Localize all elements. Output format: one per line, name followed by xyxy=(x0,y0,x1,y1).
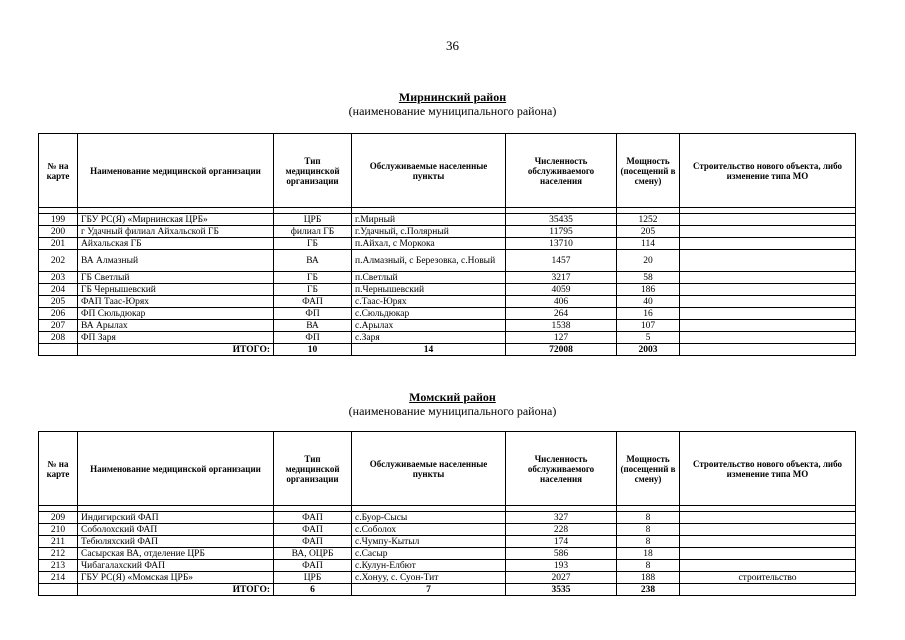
capacity-cell: 16 xyxy=(617,308,680,320)
org-type-cell: ГБ xyxy=(274,238,352,250)
table-row xyxy=(39,272,856,284)
table-row xyxy=(39,560,856,572)
settlements-cell: с.Кулун-Елбют xyxy=(352,560,506,572)
settlements-cell: п.Айхал, с Моркока xyxy=(352,238,506,250)
population-cell: 3217 xyxy=(506,272,617,284)
org-name-cell: ГБУ РС(Я) «Мирнинская ЦРБ» xyxy=(78,214,274,226)
construction-cell xyxy=(680,320,856,332)
header-num: № на карте xyxy=(39,432,78,506)
population-cell: 127 xyxy=(506,332,617,344)
table-row xyxy=(39,536,856,548)
capacity-cell: 186 xyxy=(617,284,680,296)
row-number-cell: 209 xyxy=(39,512,78,524)
total-settlements-cell: 14 xyxy=(352,344,506,356)
construction-cell xyxy=(680,226,856,238)
table-row xyxy=(39,308,856,320)
row-number-cell: 199 xyxy=(39,214,78,226)
capacity-cell: 205 xyxy=(617,226,680,238)
header-org: Наименование медицинской организации xyxy=(78,134,274,208)
district-table xyxy=(38,133,856,356)
settlements-cell: с.Чумпу-Кытыл xyxy=(352,536,506,548)
table-header-row xyxy=(39,134,856,208)
population-cell: 406 xyxy=(506,296,617,308)
row-number-cell: 203 xyxy=(39,272,78,284)
table-row xyxy=(39,214,856,226)
district-subtitle: (наименование муниципального района) xyxy=(348,104,557,118)
capacity-cell: 1252 xyxy=(617,214,680,226)
settlements-cell: п.Алмазный, с Березовка, с.Новый xyxy=(352,250,506,272)
district-subtitle: (наименование муниципального района) xyxy=(348,404,557,418)
org-name-cell: ФП Заря xyxy=(78,332,274,344)
population-cell: 193 xyxy=(506,560,617,572)
row-number-cell: 205 xyxy=(39,296,78,308)
org-name-cell: Тебюляхский ФАП xyxy=(78,536,274,548)
org-type-cell: ГБ xyxy=(274,272,352,284)
construction-cell xyxy=(680,536,856,548)
row-number-cell: 213 xyxy=(39,560,78,572)
capacity-cell: 20 xyxy=(617,250,680,272)
total-type-cell: 10 xyxy=(274,344,352,356)
page-number: 36 xyxy=(446,38,459,53)
org-type-cell: ФП xyxy=(274,308,352,320)
construction-cell xyxy=(680,308,856,320)
total-population-cell: 72008 xyxy=(506,344,617,356)
table-row xyxy=(39,512,856,524)
construction-cell: строительство xyxy=(680,572,856,584)
org-type-cell: ГБ xyxy=(274,284,352,296)
population-cell: 174 xyxy=(506,536,617,548)
table-row xyxy=(39,284,856,296)
construction-cell xyxy=(680,332,856,344)
total-label-cell: ИТОГО: xyxy=(78,584,274,596)
org-name-cell: Айхальская ГБ xyxy=(78,238,274,250)
empty-cell xyxy=(680,344,856,356)
org-name-cell: ФАП Таас-Юрях xyxy=(78,296,274,308)
capacity-cell: 188 xyxy=(617,572,680,584)
empty-cell xyxy=(680,584,856,596)
construction-cell xyxy=(680,560,856,572)
settlements-cell: с.Соболох xyxy=(352,524,506,536)
capacity-cell: 8 xyxy=(617,536,680,548)
capacity-cell: 40 xyxy=(617,296,680,308)
org-name-cell: Сасырская ВА, отделение ЦРБ xyxy=(78,548,274,560)
table-row xyxy=(39,250,856,272)
table-row xyxy=(39,238,856,250)
settlements-cell: г.Удачный, с.Полярный xyxy=(352,226,506,238)
population-cell: 228 xyxy=(506,524,617,536)
header-org: Наименование медицинской организации xyxy=(78,432,274,506)
empty-cell xyxy=(39,344,78,356)
org-type-cell: ВА xyxy=(274,320,352,332)
district-title: Мирнинский район xyxy=(398,90,507,104)
population-cell: 264 xyxy=(506,308,617,320)
district-title: Момский район xyxy=(409,390,496,404)
capacity-cell: 8 xyxy=(617,560,680,572)
org-name-cell: г Удачный филиал Айхальской ГБ xyxy=(78,226,274,238)
population-cell: 11795 xyxy=(506,226,617,238)
header-construction: Строительство нового объекта, либо изменение типа МО xyxy=(680,134,856,208)
construction-cell xyxy=(680,512,856,524)
population-cell: 35435 xyxy=(506,214,617,226)
capacity-cell: 8 xyxy=(617,512,680,524)
settlements-cell: с.Сюльдюкар xyxy=(352,308,506,320)
population-cell: 1538 xyxy=(506,320,617,332)
org-name-cell: ВА Алмазный xyxy=(78,250,274,272)
total-settlements-cell: 7 xyxy=(352,584,506,596)
capacity-cell: 58 xyxy=(617,272,680,284)
org-name-cell: Индигирский ФАП xyxy=(78,512,274,524)
row-number-cell: 211 xyxy=(39,536,78,548)
capacity-cell: 8 xyxy=(617,524,680,536)
org-name-cell: ВА Арылах xyxy=(78,320,274,332)
settlements-cell: с.Арылах xyxy=(352,320,506,332)
header-type: Тип медицинской организации xyxy=(274,432,352,506)
population-cell: 327 xyxy=(506,512,617,524)
total-type-cell: 6 xyxy=(274,584,352,596)
row-number-cell: 210 xyxy=(39,524,78,536)
empty-cell xyxy=(39,584,78,596)
settlements-cell: с.Буор-Сысы xyxy=(352,512,506,524)
org-name-cell: ГБУ РС(Я) «Момская ЦРБ» xyxy=(78,572,274,584)
construction-cell xyxy=(680,296,856,308)
header-settlements: Обслуживаемые населенные пункты xyxy=(352,432,506,506)
total-capacity-cell: 2003 xyxy=(617,344,680,356)
capacity-cell: 18 xyxy=(617,548,680,560)
table-body xyxy=(39,512,856,596)
construction-cell xyxy=(680,214,856,226)
table-row xyxy=(39,572,856,584)
header-type: Тип медицинской организации xyxy=(274,134,352,208)
org-type-cell: ФП xyxy=(274,332,352,344)
capacity-cell: 107 xyxy=(617,320,680,332)
row-number-cell: 206 xyxy=(39,308,78,320)
table-body xyxy=(39,214,856,356)
total-row xyxy=(39,344,856,356)
settlements-cell: п.Светлый xyxy=(352,272,506,284)
org-name-cell: ГБ Чернышевский xyxy=(78,284,274,296)
construction-cell xyxy=(680,548,856,560)
settlements-cell: с.Хонуу, с. Суон-Тит xyxy=(352,572,506,584)
header-num: № на карте xyxy=(39,134,78,208)
population-cell: 586 xyxy=(506,548,617,560)
construction-cell xyxy=(680,524,856,536)
settlements-cell: г.Мирный xyxy=(352,214,506,226)
org-type-cell: ВА xyxy=(274,250,352,272)
table-row xyxy=(39,332,856,344)
table-row xyxy=(39,548,856,560)
construction-cell xyxy=(680,238,856,250)
row-number-cell: 207 xyxy=(39,320,78,332)
org-name-cell: ГБ Светлый xyxy=(78,272,274,284)
org-type-cell: ЦРБ xyxy=(274,214,352,226)
row-number-cell: 214 xyxy=(39,572,78,584)
org-type-cell: ФАП xyxy=(274,296,352,308)
settlements-cell: с.Заря xyxy=(352,332,506,344)
row-number-cell: 201 xyxy=(39,238,78,250)
table-header-row xyxy=(39,432,856,506)
org-type-cell: ФАП xyxy=(274,524,352,536)
settlements-cell: с.Таас-Юрях xyxy=(352,296,506,308)
org-type-cell: ФАП xyxy=(274,536,352,548)
district-table xyxy=(38,431,856,596)
org-type-cell: ЦРБ xyxy=(274,572,352,584)
org-type-cell: ВА, ОЦРБ xyxy=(274,548,352,560)
org-name-cell: Чибагалахский ФАП xyxy=(78,560,274,572)
header-construction: Строительство нового объекта, либо изменение типа МО xyxy=(680,432,856,506)
header-population: Численность обслуживаемого населения xyxy=(506,432,617,506)
total-label-cell: ИТОГО: xyxy=(78,344,274,356)
row-number-cell: 208 xyxy=(39,332,78,344)
org-name-cell: ФП Сюльдюкар xyxy=(78,308,274,320)
header-settlements: Обслуживаемые населенные пункты xyxy=(352,134,506,208)
population-cell: 4059 xyxy=(506,284,617,296)
table-row xyxy=(39,226,856,238)
population-cell: 2027 xyxy=(506,572,617,584)
row-number-cell: 200 xyxy=(39,226,78,238)
row-number-cell: 212 xyxy=(39,548,78,560)
table-row xyxy=(39,296,856,308)
org-type-cell: филиал ГБ xyxy=(274,226,352,238)
construction-cell xyxy=(680,250,856,272)
capacity-cell: 5 xyxy=(617,332,680,344)
total-capacity-cell: 238 xyxy=(617,584,680,596)
construction-cell xyxy=(680,284,856,296)
row-number-cell: 202 xyxy=(39,250,78,272)
table-row xyxy=(39,524,856,536)
org-type-cell: ФАП xyxy=(274,512,352,524)
row-number-cell: 204 xyxy=(39,284,78,296)
population-cell: 13710 xyxy=(506,238,617,250)
org-name-cell: Соболохский ФАП xyxy=(78,524,274,536)
header-capacity: Мощность (посещений в смену) xyxy=(617,134,680,208)
header-population: Численность обслуживаемого населения xyxy=(506,134,617,208)
total-row xyxy=(39,584,856,596)
capacity-cell: 114 xyxy=(617,238,680,250)
table-row xyxy=(39,320,856,332)
settlements-cell: с.Сасыр xyxy=(352,548,506,560)
construction-cell xyxy=(680,272,856,284)
population-cell: 1457 xyxy=(506,250,617,272)
org-type-cell: ФАП xyxy=(274,560,352,572)
total-population-cell: 3535 xyxy=(506,584,617,596)
settlements-cell: п.Чернышевский xyxy=(352,284,506,296)
header-capacity: Мощность (посещений в смену) xyxy=(617,432,680,506)
